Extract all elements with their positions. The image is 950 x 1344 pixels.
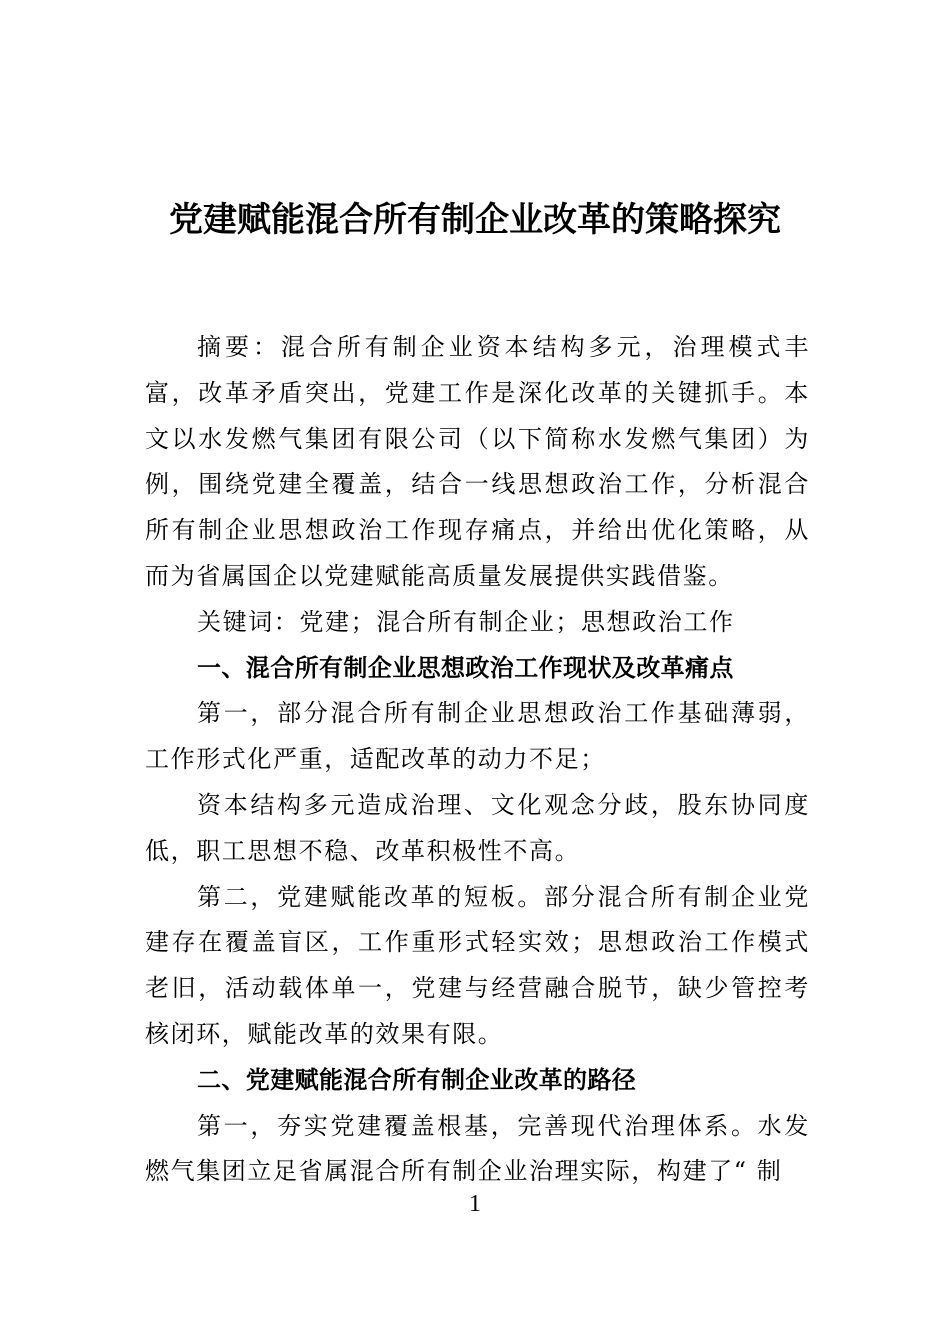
body-paragraph: 第二，党建赋能改革的短板。部分混合所有制企业党建存在覆盖盲区，工作重形式轻实效；思想政治工作模式老旧，活动载体单一，党建与经营融合脱节，缺少管控考核闭环，赋能改革的效果有限。 — [145, 882, 810, 1048]
page-number: 1 — [469, 1191, 481, 1217]
body-paragraph: 第一，夯实党建覆盖根基，完善现代治理体系。水发燃气集团立足省属混合所有制企业治理实际，构建了“ 制 — [145, 1111, 810, 1186]
section-heading-1: 一、混合所有制企业思想政治工作现状及改革痛点 — [197, 653, 734, 682]
section-heading-2: 二、党建赋能混合所有制企业改革的路径 — [197, 1065, 637, 1094]
body-paragraph: 第一，部分混合所有制企业思想政治工作基础薄弱，工作形式化严重，适配改革的动力不足； — [145, 699, 810, 774]
body-paragraph: 资本结构多元造成治理、文化观念分歧，股东协同度低，职工思想不稳、改革积极性不高。 — [145, 790, 810, 865]
keywords-paragraph: 关键词：党建；混合所有制企业；思想政治工作 — [197, 607, 735, 636]
document-body — [145, 325, 810, 1195]
abstract-paragraph: 摘要：混合所有制企业资本结构多元，治理模式丰富，改革矛盾突出，党建工作是深化改革的关键抓手。本文以水发燃气集团有限公司（以下简称水发燃气集团）为例，围绕党建全覆盖，结合一线思想政治工作，分析混合所有制企业思想政治工作现存痛点，并给出优化策略，从而为省属国企以党建赋能高质量发展提供实践借鉴。 — [145, 333, 810, 590]
document-title: 党建赋能混合所有制企业改革的策略探究 — [169, 200, 781, 240]
